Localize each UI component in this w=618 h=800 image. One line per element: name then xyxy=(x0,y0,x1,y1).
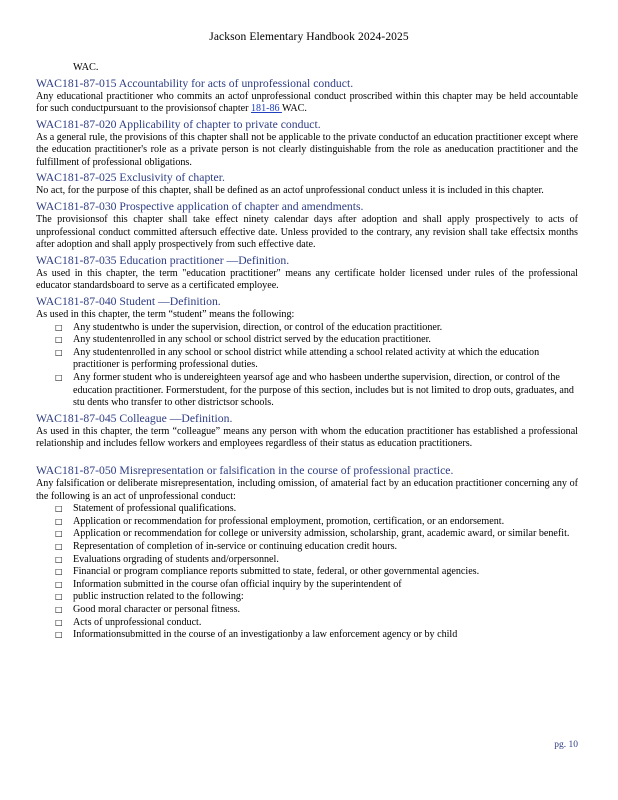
list-item xyxy=(36,503,578,516)
section-text-015-after: WAC. xyxy=(281,103,307,115)
list-item-text: Statement of professional qualifications. xyxy=(73,503,237,515)
list-item-text: Evaluations orgrading of students and/orpersonnel. xyxy=(73,553,279,565)
section-text-040: As used in this chapter, the term “student” means the following: xyxy=(36,309,295,321)
section-text-045: As used in this chapter, the term “colleague” means any person with whom the education practitioner has established a professional relationship and includes fellow workers and employees regardless of their status as education practitioners. xyxy=(36,425,578,450)
list-item xyxy=(36,591,578,604)
lead-text: WAC. xyxy=(73,62,99,73)
misrepresentation-list xyxy=(36,503,578,642)
section-text-050: Any falsification or deliberate misrepresentation, including omission, of amaterial fact by an education practitioner concerning any of the following is an act of unprofessional conduct: xyxy=(36,477,578,502)
list-item-text: Good moral character or personal fitness. xyxy=(73,603,241,615)
list-item-text: Financial or program compliance reports submitted to state, federal, or other governmental agencies. xyxy=(73,566,480,578)
list-item-text: Any studentwho is under the supervision, direction, or control of the education practitioner. xyxy=(73,321,443,333)
bullet-icon: □ xyxy=(55,322,63,332)
bullet-icon: □ xyxy=(55,579,63,589)
list-item xyxy=(36,528,578,541)
section-text-015 xyxy=(36,91,578,116)
section-text-030: The provisionsof this chapter shall take effect ninety calendar days after adoption and shall apply prospectively to acts of unprofessional conduct committed aftersuch effective date. Unless provided to the contrary, any revision shall take effectsix months after adoption and shall apply prospectively from such effective date. xyxy=(36,214,578,251)
list-item-text: Application or recommendation for professional employment, promotion, certification, or an endorsement. xyxy=(73,515,505,527)
section-heading-020: WAC181-87-020 Applicability of chapter to private conduct. xyxy=(36,117,321,131)
list-item-text: Any studentenrolled in any school or school district while attending a school related activity at which the education practitioner is performing professional duties. xyxy=(73,346,540,371)
bullet-icon: □ xyxy=(55,617,63,627)
list-item-text: Any studentenrolled in any school or school district served by the education practitioner. xyxy=(73,334,431,346)
page-content xyxy=(36,62,578,642)
bullet-icon: □ xyxy=(55,554,63,564)
bullet-icon: □ xyxy=(55,592,63,602)
list-item xyxy=(36,554,578,567)
list-item xyxy=(36,579,578,592)
list-item xyxy=(36,617,578,630)
list-item-text: Information submitted in the course ofan official inquiry by the superintendent of xyxy=(73,578,402,590)
section-heading-015: WAC181-87-015 Accountability for acts of unprofessional conduct. xyxy=(36,76,354,90)
list-item xyxy=(36,516,578,529)
section-heading-025: WAC181-87-025 Exclusivity of chapter. xyxy=(36,171,225,185)
bullet-icon: □ xyxy=(55,529,63,539)
bullet-icon: □ xyxy=(55,567,63,577)
list-item xyxy=(36,372,578,410)
bullet-icon: □ xyxy=(55,335,63,345)
list-item-text: public instruction related to the following: xyxy=(73,591,244,603)
list-item-text: Acts of unprofessional conduct. xyxy=(73,616,202,628)
section-text-035: As used in this chapter, the term "education practitioner" means any certificate holder licensed under rules of the professional educator standardsboard to serve as a certificated employee. xyxy=(36,267,578,292)
section-text-025: No act, for the purpose of this chapter, shall be defined as an actof unprofessional conduct unless it is included in this chapter. xyxy=(36,185,544,197)
bullet-icon: □ xyxy=(55,347,63,357)
list-item-text: Representation of completion of in-service or continuing education credit hours. xyxy=(73,540,398,552)
list-item-text: Application or recommendation for college or university admission, scholarship, grant, academic award, or similar benefit. xyxy=(73,528,570,540)
section-heading-030: WAC181-87-030 Prospective application of chapter and amendments. xyxy=(36,200,364,214)
section-heading-040: WAC181-87-040 Student —Definition. xyxy=(36,295,221,309)
bullet-icon: □ xyxy=(55,604,63,614)
list-item xyxy=(36,347,578,372)
list-item-text: Any former student who is undereighteen yearsof age and who hasbeen underthe supervision, direction, or control of the education practitioner. Formerstudent, for the purpose of this section, includes but is not limited to drop outs, graduates, and stu dents who transfer to other districtsor schools. xyxy=(73,372,574,409)
bullet-icon: □ xyxy=(55,516,63,526)
page-header: Jackson Elementary Handbook 2024-2025 xyxy=(209,31,409,43)
section-heading-050: WAC181-87-050 Misrepresentation or falsification in the course of professional practice. xyxy=(36,463,454,477)
section-text-020: As a general rule, the provisions of this chapter shall not be applicable to the private conductof an education practitioner except where the education practitioner's role as a private person is not clearly distinguishable from the role as aneducation practitioner and the fulfillment of professional obligations. xyxy=(36,131,578,168)
section-heading-045: WAC181-87-045 Colleague —Definition. xyxy=(36,411,233,425)
list-item xyxy=(36,566,578,579)
list-item xyxy=(36,322,578,335)
list-item xyxy=(36,629,578,642)
bullet-icon: □ xyxy=(55,630,63,640)
list-item-text: Informationsubmitted in the course of an investigationby a law enforcement agency or by child xyxy=(73,629,458,641)
page-number: pg. 10 xyxy=(554,740,578,750)
list-item xyxy=(36,541,578,554)
list-item xyxy=(36,604,578,617)
bullet-icon: □ xyxy=(55,541,63,551)
section-text-015-before: Any educational practitioner who commits an actof unprofessional conduct proscribed within this chapter may be held accountable for such conductpursuant to the provisionsof chapter xyxy=(36,90,578,115)
chapter-link[interactable]: 181-86 xyxy=(251,103,282,115)
bullet-icon: □ xyxy=(55,504,63,514)
list-item xyxy=(36,334,578,347)
bullet-icon: □ xyxy=(55,373,63,382)
section-heading-035: WAC181-87-035 Education practitioner —Definition. xyxy=(36,253,290,267)
student-definition-list xyxy=(36,322,578,410)
